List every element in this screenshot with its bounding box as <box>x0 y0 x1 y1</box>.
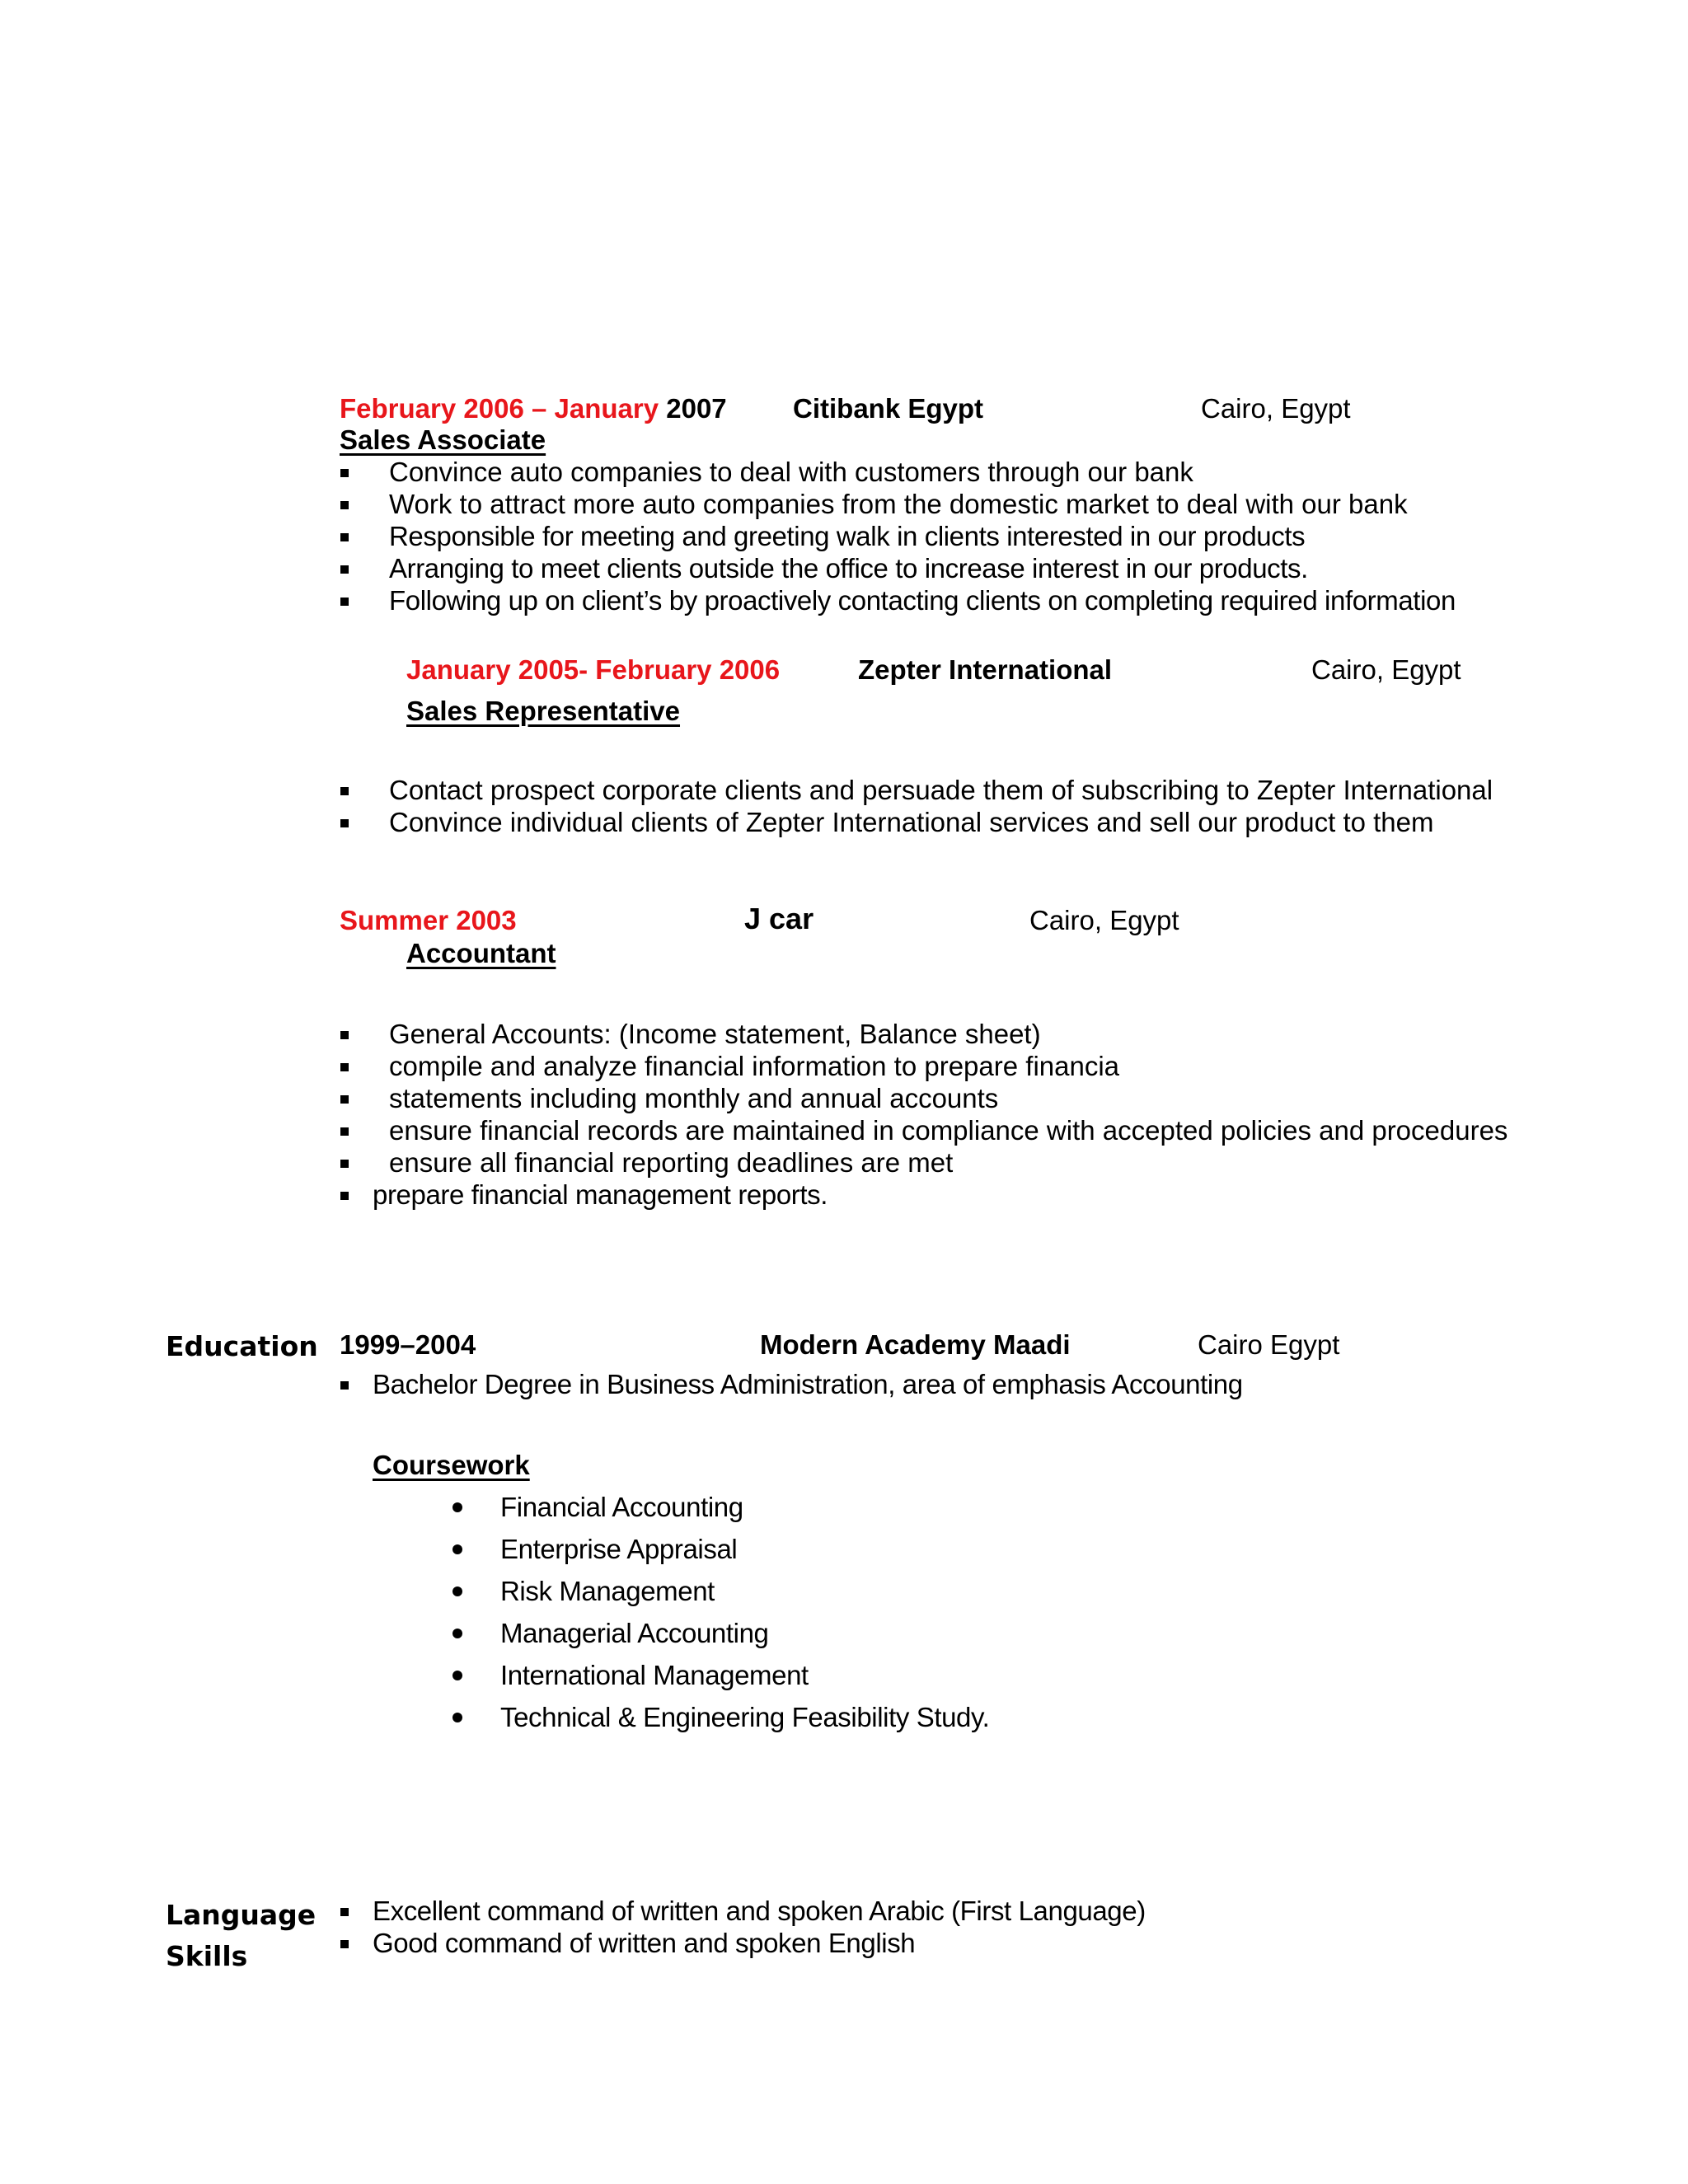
job-company: J car <box>744 902 814 935</box>
square-bullet-icon <box>340 819 349 827</box>
job-date-range: February 2006 – January <box>340 393 659 424</box>
dot-bullet-icon <box>452 1671 462 1680</box>
dot-bullet-icon <box>452 1586 462 1596</box>
list-item: ensure all financial reporting deadlines are met <box>389 1147 954 1178</box>
list-item: Contact prospect corporate clients and persuade them of subscribing to Zepter International <box>389 775 1493 805</box>
job-date <box>340 392 727 425</box>
job-date-range: January 2005- February 2006 <box>406 654 781 685</box>
square-bullet-icon <box>340 1031 349 1039</box>
job-location: Cairo, Egypt <box>1311 654 1461 685</box>
list-item: International Management <box>500 1660 809 1690</box>
section-heading-language <box>166 1895 316 1977</box>
job-title: Accountant <box>406 938 556 968</box>
education-location: Cairo Egypt <box>1198 1329 1340 1360</box>
list-item: General Accounts: (Income statement, Balance sheet) <box>389 1019 1041 1049</box>
square-bullet-icon <box>340 1908 349 1916</box>
job-location: Cairo, Egypt <box>1029 905 1179 935</box>
job-title: Sales Associate <box>340 424 546 455</box>
square-bullet-icon <box>340 598 349 606</box>
square-bullet-icon <box>340 501 349 509</box>
job-company: Zepter International <box>858 654 1113 685</box>
square-bullet-icon <box>340 1160 349 1168</box>
education-years: 1999–2004 <box>340 1329 476 1360</box>
list-item: Arranging to meet clients outside the office to increase interest in our products. <box>389 553 1308 583</box>
square-bullet-icon <box>340 1192 349 1200</box>
dot-bullet-icon <box>452 1502 462 1512</box>
list-item: Good command of written and spoken English <box>373 1928 916 1958</box>
list-item: Technical & Engineering Feasibility Study. <box>500 1702 990 1732</box>
job-date-end-year: 2007 <box>666 393 727 424</box>
coursework-heading: Coursework <box>373 1450 530 1480</box>
square-bullet-icon <box>340 1940 349 1948</box>
list-item: Convince auto companies to deal with customers through our bank <box>389 457 1193 487</box>
job-date-range: Summer 2003 <box>340 905 517 935</box>
list-item: Risk Management <box>500 1576 715 1606</box>
list-item: Work to attract more auto companies from the domestic market to deal with our bank <box>389 489 1408 519</box>
section-heading-line: Skills <box>166 1940 248 1972</box>
square-bullet-icon <box>340 1381 349 1390</box>
square-bullet-icon <box>340 1095 349 1104</box>
square-bullet-icon <box>340 1127 349 1136</box>
job-title: Sales Representative <box>406 696 681 726</box>
list-item: Enterprise Appraisal <box>500 1534 738 1564</box>
square-bullet-icon <box>340 787 349 795</box>
education-school: Modern Academy Maadi <box>760 1329 1071 1360</box>
list-item: Excellent command of written and spoken Arabic (First Language) <box>373 1896 1146 1926</box>
square-bullet-icon <box>340 469 349 477</box>
square-bullet-icon <box>340 565 349 574</box>
square-bullet-icon <box>340 1063 349 1071</box>
list-item: Managerial Accounting <box>500 1618 769 1648</box>
section-heading-education: Education <box>166 1330 318 1362</box>
job-location: Cairo, Egypt <box>1201 393 1351 424</box>
list-item: Convince individual clients of Zepter International services and sell our product to them <box>389 807 1434 837</box>
list-item: prepare financial management reports. <box>373 1179 828 1210</box>
list-item: Responsible for meeting and greeting walk in clients interested in our products <box>389 521 1306 551</box>
list-item: Financial Accounting <box>500 1492 743 1522</box>
dot-bullet-icon <box>452 1544 462 1554</box>
square-bullet-icon <box>340 533 349 541</box>
dot-bullet-icon <box>452 1629 462 1638</box>
list-item: Following up on client’s by proactively contacting clients on completing required information <box>389 585 1456 616</box>
list-item: ensure financial records are maintained in compliance with accepted policies and procedures <box>389 1115 1508 1146</box>
section-heading-line: Language <box>166 1899 316 1931</box>
dot-bullet-icon <box>452 1713 462 1722</box>
education-degree: Bachelor Degree in Business Administration, area of emphasis Accounting <box>373 1369 1243 1399</box>
list-item: compile and analyze financial information to prepare financia <box>389 1051 1120 1081</box>
list-item: statements including monthly and annual accounts <box>389 1083 999 1113</box>
job-company: Citibank Egypt <box>793 393 984 424</box>
